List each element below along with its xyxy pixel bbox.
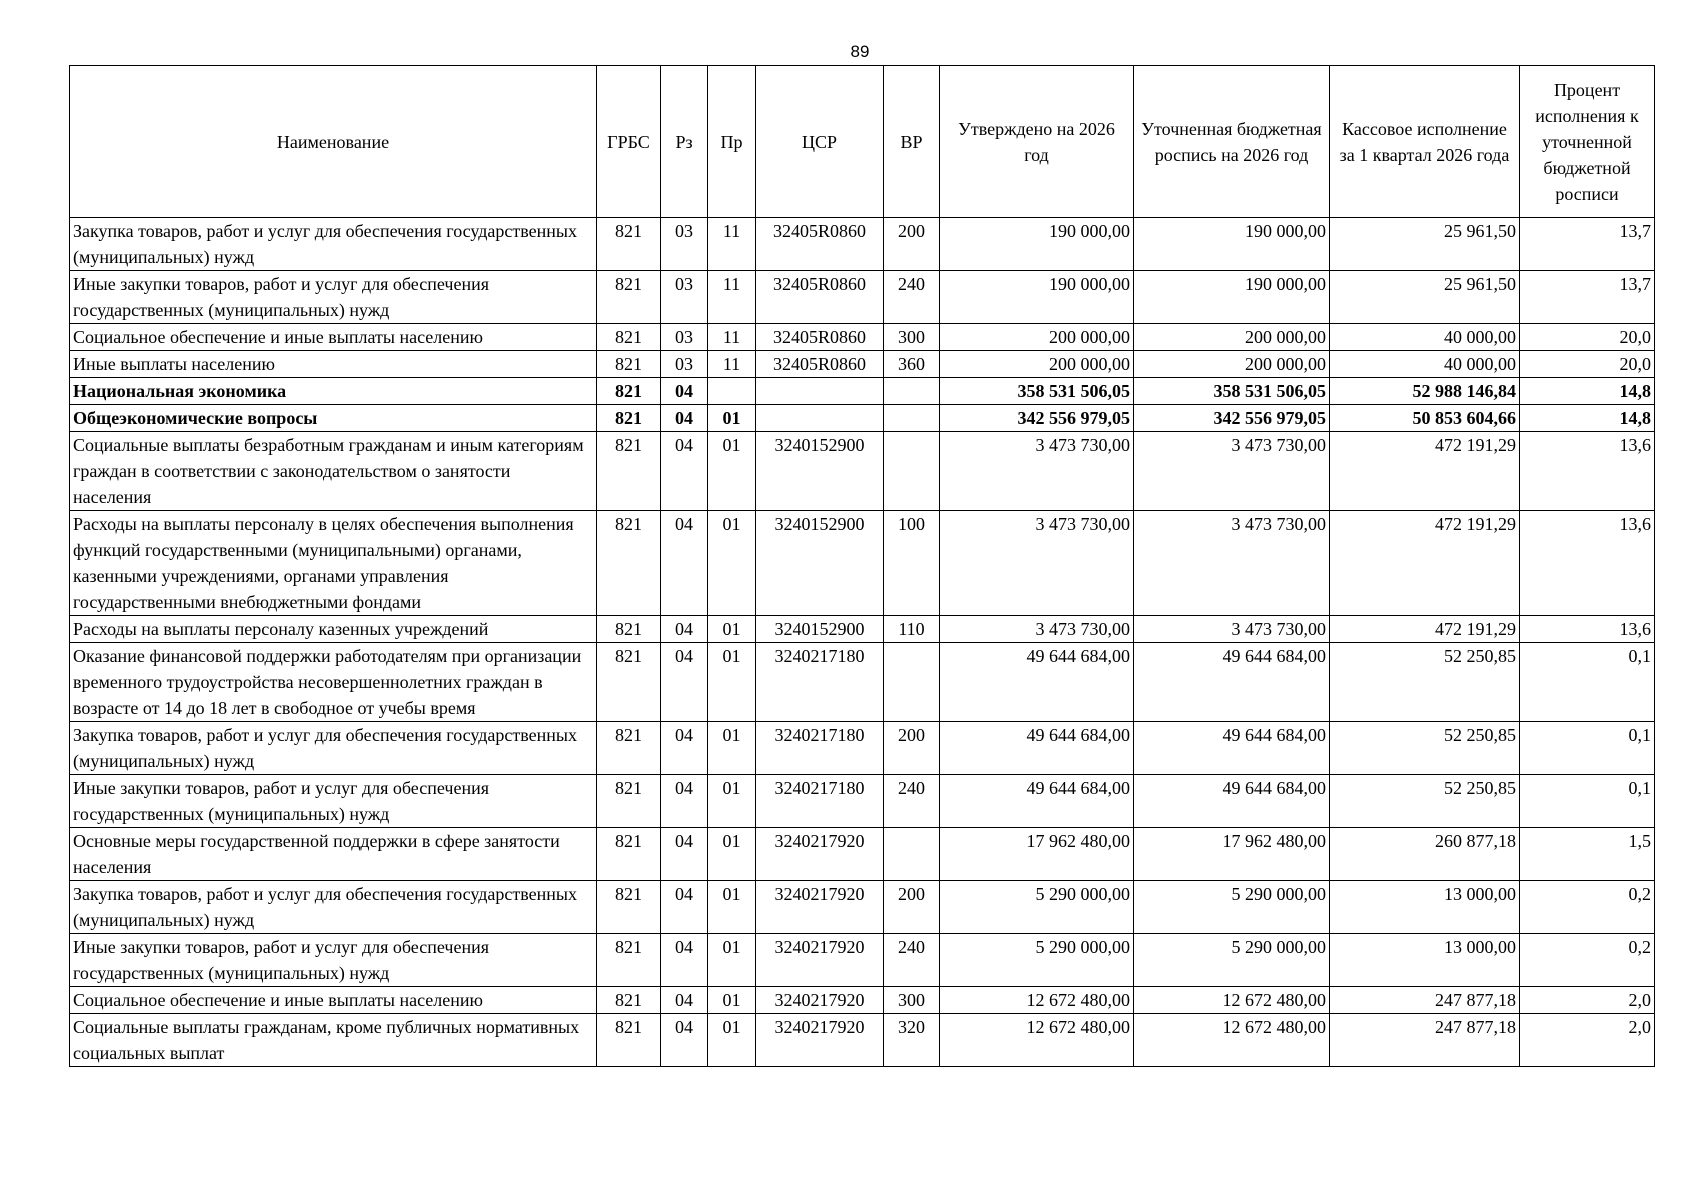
cell-vr: 240 (884, 934, 940, 987)
header-cash: Кассовое исполнение за 1 квартал 2026 года (1330, 66, 1520, 218)
cell-vr (884, 432, 940, 511)
header-grbs: ГРБС (597, 66, 661, 218)
cell-rz: 04 (661, 1014, 708, 1067)
cell-percent: 0,2 (1520, 881, 1655, 934)
cell-percent: 0,1 (1520, 775, 1655, 828)
cell-vr: 240 (884, 271, 940, 324)
cell-approved: 17 962 480,00 (940, 828, 1134, 881)
cell-grbs: 821 (597, 324, 661, 351)
table-row (70, 616, 1655, 643)
cell-csr: 3240217920 (756, 828, 884, 881)
cell-cash: 52 250,85 (1330, 643, 1520, 722)
header-pr: Пр (708, 66, 756, 218)
header-name: Наименование (70, 66, 597, 218)
cell-percent: 14,8 (1520, 405, 1655, 432)
cell-cash: 472 191,29 (1330, 432, 1520, 511)
cell-grbs: 821 (597, 643, 661, 722)
cell-rz: 03 (661, 218, 708, 271)
cell-cash: 52 250,85 (1330, 722, 1520, 775)
cell-refined: 358 531 506,05 (1134, 378, 1330, 405)
cell-vr: 300 (884, 987, 940, 1014)
cell-approved: 12 672 480,00 (940, 1014, 1134, 1067)
table-row (70, 934, 1655, 987)
header-csr: ЦСР (756, 66, 884, 218)
cell-pr: 01 (708, 881, 756, 934)
cell-grbs: 821 (597, 378, 661, 405)
header-rz: Рз (661, 66, 708, 218)
cell-grbs: 821 (597, 722, 661, 775)
cell-csr: 3240217920 (756, 1014, 884, 1067)
cell-csr (756, 378, 884, 405)
cell-csr (756, 405, 884, 432)
cell-pr: 01 (708, 432, 756, 511)
cell-refined: 49 644 684,00 (1134, 722, 1330, 775)
cell-name: Расходы на выплаты персоналу в целях обеспечения выполнения функций государственными (муниципальными) органами, казенными учреждениями, органами управления государственными внебюджетными фондами (70, 511, 597, 616)
cell-refined: 49 644 684,00 (1134, 643, 1330, 722)
table-header (70, 66, 1655, 218)
cell-approved: 190 000,00 (940, 271, 1134, 324)
cell-name: Национальная экономика (70, 378, 597, 405)
cell-approved: 49 644 684,00 (940, 775, 1134, 828)
cell-refined: 200 000,00 (1134, 351, 1330, 378)
cell-csr: 32405R0860 (756, 271, 884, 324)
cell-cash: 260 877,18 (1330, 828, 1520, 881)
cell-grbs: 821 (597, 616, 661, 643)
cell-pr: 01 (708, 775, 756, 828)
cell-csr: 3240217180 (756, 643, 884, 722)
cell-grbs: 821 (597, 271, 661, 324)
cell-grbs: 821 (597, 881, 661, 934)
cell-rz: 04 (661, 881, 708, 934)
cell-vr: 200 (884, 881, 940, 934)
table-row (70, 218, 1655, 271)
cell-percent: 13,7 (1520, 271, 1655, 324)
budget-table (69, 65, 1655, 1067)
table-row (70, 405, 1655, 432)
cell-pr: 01 (708, 987, 756, 1014)
cell-cash: 472 191,29 (1330, 511, 1520, 616)
table-row (70, 643, 1655, 722)
cell-cash: 50 853 604,66 (1330, 405, 1520, 432)
cell-percent: 0,2 (1520, 934, 1655, 987)
cell-cash: 247 877,18 (1330, 987, 1520, 1014)
cell-csr: 32405R0860 (756, 218, 884, 271)
cell-name: Социальные выплаты безработным гражданам и иным категориям граждан в соответствии с законодательством о занятости населения (70, 432, 597, 511)
cell-grbs: 821 (597, 218, 661, 271)
cell-csr: 3240217920 (756, 881, 884, 934)
cell-name: Иные закупки товаров, работ и услуг для обеспечения государственных (муниципальных) нужд (70, 775, 597, 828)
cell-approved: 358 531 506,05 (940, 378, 1134, 405)
cell-name: Основные меры государственной поддержки в сфере занятости населения (70, 828, 597, 881)
cell-approved: 3 473 730,00 (940, 616, 1134, 643)
cell-cash: 25 961,50 (1330, 271, 1520, 324)
cell-refined: 12 672 480,00 (1134, 1014, 1330, 1067)
cell-refined: 3 473 730,00 (1134, 616, 1330, 643)
cell-grbs: 821 (597, 432, 661, 511)
cell-refined: 5 290 000,00 (1134, 881, 1330, 934)
cell-name: Закупка товаров, работ и услуг для обеспечения государственных (муниципальных) нужд (70, 218, 597, 271)
cell-cash: 13 000,00 (1330, 934, 1520, 987)
cell-csr: 3240217180 (756, 775, 884, 828)
table-row (70, 271, 1655, 324)
cell-pr: 11 (708, 271, 756, 324)
cell-rz: 04 (661, 511, 708, 616)
cell-grbs: 821 (597, 987, 661, 1014)
table-row (70, 324, 1655, 351)
cell-vr: 360 (884, 351, 940, 378)
cell-pr: 01 (708, 616, 756, 643)
cell-grbs: 821 (597, 1014, 661, 1067)
cell-percent: 0,1 (1520, 643, 1655, 722)
cell-refined: 190 000,00 (1134, 271, 1330, 324)
cell-csr: 32405R0860 (756, 351, 884, 378)
cell-pr: 11 (708, 324, 756, 351)
cell-rz: 04 (661, 722, 708, 775)
cell-rz: 03 (661, 351, 708, 378)
table-body (70, 218, 1655, 1067)
cell-refined: 190 000,00 (1134, 218, 1330, 271)
cell-grbs: 821 (597, 405, 661, 432)
cell-percent: 20,0 (1520, 324, 1655, 351)
cell-csr: 3240152900 (756, 432, 884, 511)
cell-csr: 3240217920 (756, 987, 884, 1014)
cell-approved: 342 556 979,05 (940, 405, 1134, 432)
page-number: 89 (850, 42, 870, 61)
cell-percent: 2,0 (1520, 987, 1655, 1014)
cell-name: Оказание финансовой поддержки работодателям при организации временного трудоустройства несовершеннолетних граждан в возрасте от 14 до 18 лет в свободное от учебы время (70, 643, 597, 722)
table-row (70, 511, 1655, 616)
cell-csr: 3240152900 (756, 616, 884, 643)
cell-vr: 200 (884, 722, 940, 775)
table-row (70, 828, 1655, 881)
cell-cash: 25 961,50 (1330, 218, 1520, 271)
cell-rz: 04 (661, 616, 708, 643)
cell-vr: 100 (884, 511, 940, 616)
cell-rz: 04 (661, 775, 708, 828)
cell-name: Закупка товаров, работ и услуг для обеспечения государственных (муниципальных) нужд (70, 722, 597, 775)
cell-refined: 49 644 684,00 (1134, 775, 1330, 828)
cell-pr: 01 (708, 722, 756, 775)
cell-vr (884, 643, 940, 722)
cell-percent: 0,1 (1520, 722, 1655, 775)
cell-csr: 3240217180 (756, 722, 884, 775)
cell-approved: 5 290 000,00 (940, 934, 1134, 987)
cell-csr: 3240152900 (756, 511, 884, 616)
cell-pr: 01 (708, 643, 756, 722)
cell-rz: 04 (661, 934, 708, 987)
header-percent: Процент исполнения к уточненной бюджетной росписи (1520, 66, 1655, 218)
cell-percent: 1,5 (1520, 828, 1655, 881)
cell-csr: 3240217920 (756, 934, 884, 987)
cell-approved: 49 644 684,00 (940, 722, 1134, 775)
cell-rz: 03 (661, 271, 708, 324)
cell-percent: 13,6 (1520, 511, 1655, 616)
cell-approved: 200 000,00 (940, 324, 1134, 351)
cell-rz: 04 (661, 432, 708, 511)
cell-refined: 3 473 730,00 (1134, 511, 1330, 616)
cell-vr (884, 378, 940, 405)
cell-rz: 04 (661, 643, 708, 722)
table-row (70, 775, 1655, 828)
cell-pr: 01 (708, 511, 756, 616)
cell-vr: 110 (884, 616, 940, 643)
cell-approved: 5 290 000,00 (940, 881, 1134, 934)
cell-csr: 32405R0860 (756, 324, 884, 351)
cell-rz: 04 (661, 987, 708, 1014)
cell-refined: 342 556 979,05 (1134, 405, 1330, 432)
table-row (70, 378, 1655, 405)
table-row (70, 1014, 1655, 1067)
cell-approved: 12 672 480,00 (940, 987, 1134, 1014)
cell-grbs: 821 (597, 351, 661, 378)
cell-vr: 200 (884, 218, 940, 271)
cell-percent: 13,7 (1520, 218, 1655, 271)
cell-refined: 200 000,00 (1134, 324, 1330, 351)
cell-rz: 04 (661, 828, 708, 881)
cell-name: Иные закупки товаров, работ и услуг для обеспечения государственных (муниципальных) нужд (70, 271, 597, 324)
cell-vr: 300 (884, 324, 940, 351)
cell-cash: 52 250,85 (1330, 775, 1520, 828)
cell-pr: 11 (708, 351, 756, 378)
cell-vr: 320 (884, 1014, 940, 1067)
cell-rz: 03 (661, 324, 708, 351)
cell-approved: 3 473 730,00 (940, 432, 1134, 511)
cell-grbs: 821 (597, 934, 661, 987)
cell-cash: 40 000,00 (1330, 351, 1520, 378)
cell-cash: 247 877,18 (1330, 1014, 1520, 1067)
cell-pr: 01 (708, 934, 756, 987)
header-vr: ВР (884, 66, 940, 218)
table-row (70, 881, 1655, 934)
cell-percent: 13,6 (1520, 432, 1655, 511)
cell-grbs: 821 (597, 775, 661, 828)
cell-name: Иные закупки товаров, работ и услуг для обеспечения государственных (муниципальных) нужд (70, 934, 597, 987)
cell-vr: 240 (884, 775, 940, 828)
cell-vr (884, 405, 940, 432)
cell-cash: 13 000,00 (1330, 881, 1520, 934)
cell-approved: 3 473 730,00 (940, 511, 1134, 616)
cell-percent: 13,6 (1520, 616, 1655, 643)
table-row (70, 987, 1655, 1014)
cell-name: Социальные выплаты гражданам, кроме публичных нормативных социальных выплат (70, 1014, 597, 1067)
cell-refined: 5 290 000,00 (1134, 934, 1330, 987)
cell-refined: 12 672 480,00 (1134, 987, 1330, 1014)
cell-name: Расходы на выплаты персоналу казенных учреждений (70, 616, 597, 643)
header-refined: Уточненная бюджетная роспись на 2026 год (1134, 66, 1330, 218)
header-approved: Утверждено на 2026 год (940, 66, 1134, 218)
cell-rz: 04 (661, 405, 708, 432)
cell-pr: 01 (708, 405, 756, 432)
cell-pr (708, 378, 756, 405)
cell-pr: 11 (708, 218, 756, 271)
cell-rz: 04 (661, 378, 708, 405)
cell-grbs: 821 (597, 511, 661, 616)
cell-percent: 20,0 (1520, 351, 1655, 378)
table-row (70, 351, 1655, 378)
cell-refined: 17 962 480,00 (1134, 828, 1330, 881)
cell-name: Закупка товаров, работ и услуг для обеспечения государственных (муниципальных) нужд (70, 881, 597, 934)
table-row (70, 432, 1655, 511)
cell-pr: 01 (708, 828, 756, 881)
cell-vr (884, 828, 940, 881)
cell-approved: 49 644 684,00 (940, 643, 1134, 722)
cell-name: Социальное обеспечение и иные выплаты населению (70, 987, 597, 1014)
cell-percent: 14,8 (1520, 378, 1655, 405)
cell-cash: 472 191,29 (1330, 616, 1520, 643)
cell-cash: 52 988 146,84 (1330, 378, 1520, 405)
cell-name: Социальное обеспечение и иные выплаты населению (70, 324, 597, 351)
cell-pr: 01 (708, 1014, 756, 1067)
cell-percent: 2,0 (1520, 1014, 1655, 1067)
cell-name: Общеэкономические вопросы (70, 405, 597, 432)
cell-cash: 40 000,00 (1330, 324, 1520, 351)
cell-name: Иные выплаты населению (70, 351, 597, 378)
cell-grbs: 821 (597, 828, 661, 881)
cell-refined: 3 473 730,00 (1134, 432, 1330, 511)
cell-approved: 200 000,00 (940, 351, 1134, 378)
cell-approved: 190 000,00 (940, 218, 1134, 271)
table-row (70, 722, 1655, 775)
